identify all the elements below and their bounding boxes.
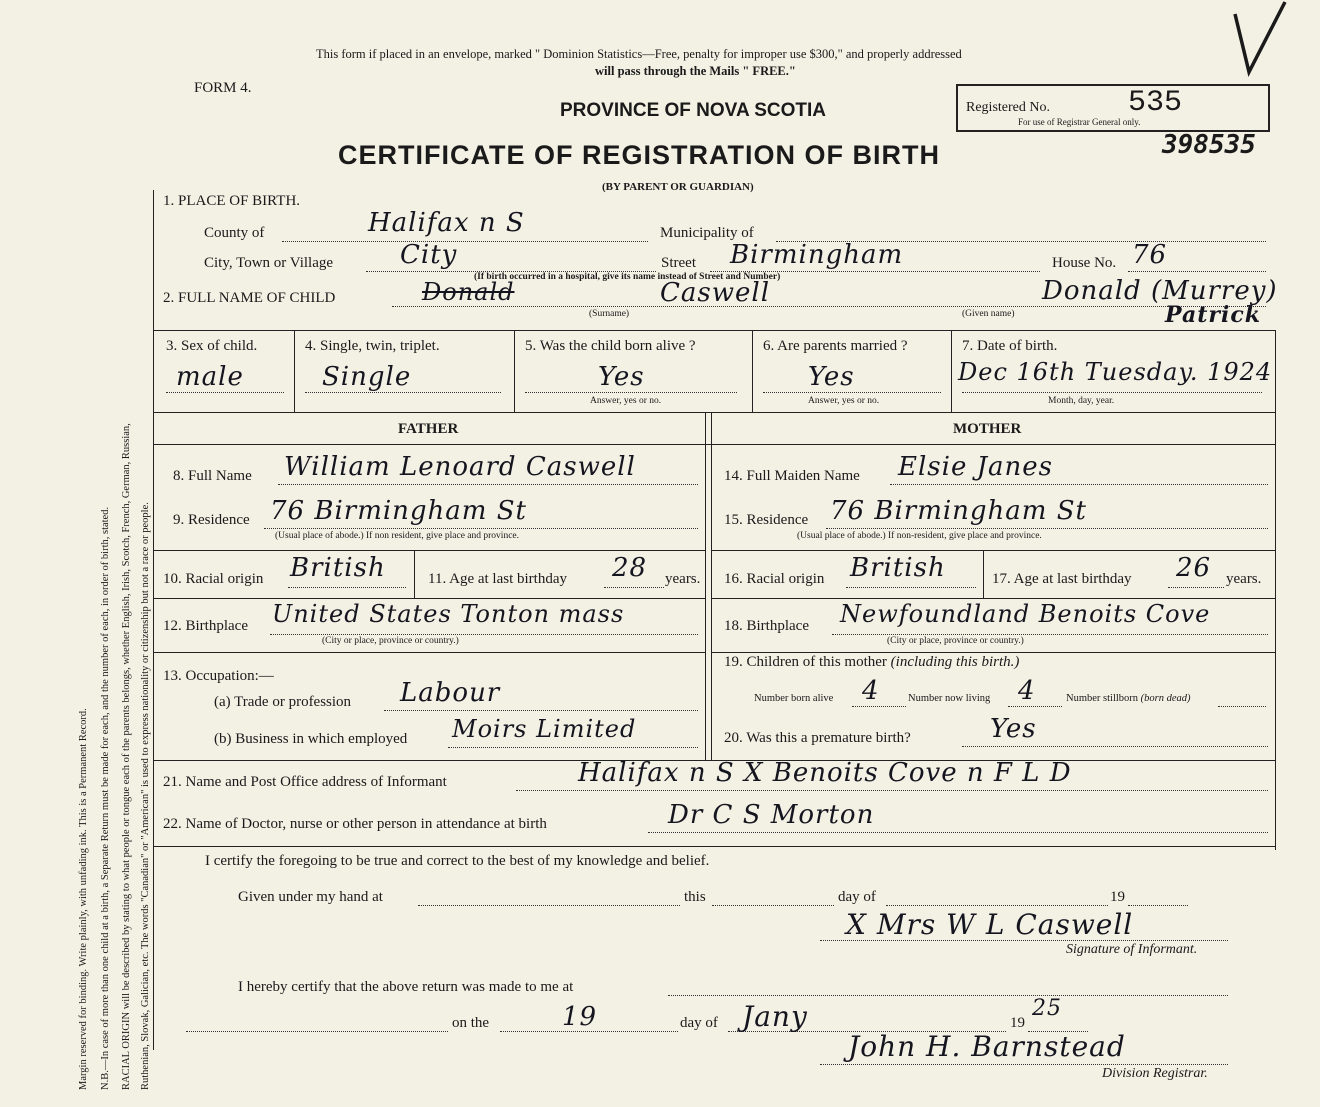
father-residence-label: 9. Residence [173, 512, 250, 528]
father-residence-line [264, 528, 698, 529]
margin-note-binding: Margin reserved for binding. Write plainly, with unfading ink. This is a Permanent Record. [78, 708, 89, 1090]
surname-caption: (Surname) [589, 309, 630, 319]
married-caption: Answer, yes or no. [808, 396, 880, 406]
sex-value[interactable]: male [176, 362, 244, 392]
informant-value[interactable]: Halifax n S X Benoits Cove n F L D [578, 758, 1072, 788]
alive-value[interactable]: Yes [598, 362, 645, 392]
registration-year-value[interactable]: 25 [1032, 996, 1062, 1021]
mother-name-label: 14. Full Maiden Name [724, 468, 860, 484]
father-birthplace-line [270, 634, 698, 635]
father-racial-divider [414, 550, 415, 598]
mother-residence-label: 15. Residence [724, 512, 809, 528]
plurality-line [305, 392, 501, 393]
day-of-label: day of [838, 889, 876, 905]
stillborn-note: (born dead) [1140, 693, 1191, 704]
row3-div1 [294, 330, 295, 412]
born-alive-label: Number born alive [754, 693, 834, 704]
mother-row-line-2 [711, 598, 1275, 599]
mother-birthplace-line [832, 634, 1268, 635]
trade-value[interactable]: Labour [400, 678, 501, 708]
registration-day-value[interactable]: 19 [562, 1002, 598, 1032]
sex-label: 3. Sex of child. [166, 338, 258, 354]
place-of-birth-label: 1. PLACE OF BIRTH. [163, 193, 301, 209]
mother-age-line [1168, 587, 1224, 588]
county-line [282, 241, 648, 242]
father-birthplace-caption: (City or place, province or country.) [322, 636, 459, 646]
children-label-text: 19. Children of this mother [724, 654, 887, 670]
street-value[interactable]: Birmingham [730, 240, 904, 270]
registrar-signature-line [820, 1064, 1228, 1065]
parents-divider-2 [711, 412, 712, 760]
child-name-line [392, 306, 1266, 307]
mother-age-suffix: years. [1226, 571, 1262, 587]
date-of-birth-value[interactable]: Dec 16th Tuesday. 1924 [958, 358, 1273, 386]
mother-birthplace-value[interactable]: Newfoundland Benoits Cove [840, 600, 1211, 628]
father-heading: FATHER [398, 421, 459, 437]
registration-month-value[interactable]: Jany [742, 1000, 808, 1033]
year-prefix-1: 19 [1110, 889, 1125, 905]
margin-note-racial-origin-2: Ruthenian, Slovak, Galician, etc. The words "Canadian" or "American" is used to express nationality or citizenship but not a race or people. [140, 502, 151, 1090]
house-value[interactable]: 76 [1132, 240, 1168, 270]
row3-div4 [951, 330, 952, 412]
informant-bottom-line [153, 846, 1275, 847]
alive-label: 5. Was the child born alive ? [525, 338, 696, 354]
plurality-value[interactable]: Single [322, 362, 412, 392]
registrar-caption: Division Registrar. [1102, 1066, 1208, 1081]
mother-residence-value[interactable]: 76 Birmingham St [830, 496, 1087, 526]
city-value[interactable]: City [400, 240, 458, 270]
certificate-title: CERTIFICATE OF REGISTRATION OF BIRTH [338, 140, 940, 170]
father-name-value[interactable]: William Lenoard Caswell [284, 452, 636, 482]
county-value[interactable]: Halifax n S [368, 208, 525, 238]
this-day-line [712, 905, 834, 906]
row3-div3 [752, 330, 753, 412]
stillborn-label-text: Number stillborn [1066, 693, 1139, 704]
date-caption: Month, day, year. [1048, 396, 1115, 406]
given-place-line [418, 905, 680, 906]
struck-name-value: Donald [422, 278, 515, 306]
row3-div2 [514, 330, 515, 412]
frame-left [153, 190, 154, 1050]
father-row-line-1 [153, 550, 705, 551]
check-mark [1225, 0, 1305, 82]
stillborn-line [1218, 706, 1266, 707]
certificate-subtitle: (BY PARENT OR GUARDIAN) [602, 181, 754, 193]
city-label: City, Town or Village [204, 255, 334, 271]
row3-bottom-line [153, 412, 1275, 413]
certify-statement: I certify the foregoing to be true and correct to the best of my knowledge and belief. [205, 853, 710, 869]
margin-note-multiple-births: N.B.—In case of more than one child at a birth, a Separate Return must be made for each, and the number of each, in order of birth, stated. [100, 506, 111, 1090]
plurality-label: 4. Single, twin, triplet. [305, 338, 440, 354]
born-alive-value[interactable]: 4 [862, 676, 880, 706]
mother-racial-label: 16. Racial origin [724, 571, 825, 587]
date-of-birth-line [962, 392, 1262, 393]
child-name-label: 2. FULL NAME OF CHILD [163, 290, 336, 306]
registered-label: Registered No. [966, 100, 1050, 115]
row3-top-line [153, 330, 1275, 331]
informant-signature[interactable]: X Mrs W L Caswell [846, 908, 1134, 941]
parents-divider [705, 412, 706, 760]
children-note: (including this birth.) [890, 654, 1020, 670]
parents-heading-line [153, 444, 1275, 445]
mother-age-label: 17. Age at last birthday [992, 571, 1132, 587]
father-name-line [278, 484, 698, 485]
form-number: FORM 4. [194, 80, 252, 96]
province-heading: PROVINCE OF NOVA SCOTIA [560, 100, 827, 121]
children-label [724, 654, 1019, 671]
mother-age-value[interactable]: 26 [1176, 553, 1212, 583]
day-of-month-line [886, 905, 1108, 906]
father-racial-label: 10. Racial origin [163, 571, 264, 587]
mother-birthplace-label: 18. Birthplace [724, 618, 809, 634]
father-birthplace-value[interactable]: United States Tonton mass [272, 600, 625, 628]
given-under-label: Given under my hand at [238, 889, 383, 905]
living-value[interactable]: 4 [1018, 676, 1036, 706]
registrar-place-line-2 [186, 1031, 448, 1032]
father-age-label: 11. Age at last birthday [428, 571, 567, 587]
registrar-signature[interactable]: John H. Barnstead [848, 1030, 1126, 1063]
occupation-label: 13. Occupation:— [163, 668, 274, 684]
trade-line [384, 710, 698, 711]
signature-caption: Signature of Informant. [1066, 942, 1198, 957]
street-label: Street [661, 255, 696, 271]
doctor-line [648, 832, 1268, 833]
father-row-line-3 [153, 652, 705, 653]
mother-birthplace-caption: (City or place, province or country.) [887, 636, 1024, 646]
given-name-caption: (Given name) [962, 309, 1015, 319]
mother-name-value[interactable]: Elsie Janes [898, 452, 1054, 482]
informant-label: 21. Name and Post Office address of Informant [163, 774, 447, 790]
sex-line [166, 392, 284, 393]
hospital-note: (If birth occurred in a hospital, give its name instead of Street and Number) [474, 272, 781, 282]
father-age-line [604, 587, 664, 588]
father-name-label: 8. Full Name [173, 468, 252, 484]
business-label: (b) Business in which employed [214, 731, 408, 747]
house-line [1128, 271, 1266, 272]
father-residence-value[interactable]: 76 Birmingham St [270, 496, 527, 526]
on-the-label: on the [452, 1015, 490, 1031]
mother-row-line-1 [711, 550, 1275, 551]
doctor-label: 22. Name of Doctor, nurse or other person in attendance at birth [163, 816, 547, 832]
mother-residence-line [826, 528, 1268, 529]
alive-line [525, 392, 737, 393]
premature-line [962, 746, 1268, 747]
year-line-1 [1128, 905, 1188, 906]
year-prefix-2: 19 [1010, 1015, 1025, 1031]
alive-caption: Answer, yes or no. [590, 396, 662, 406]
registered-value: 535 [1128, 86, 1183, 120]
living-label: Number now living [908, 693, 991, 704]
stillborn-label [1066, 693, 1191, 704]
registered-number-box [956, 84, 1270, 132]
father-row-line-2 [153, 598, 705, 599]
mother-residence-caption: (Usual place of abode.) If non-resident, give place and province. [797, 531, 1042, 541]
born-alive-line [852, 706, 906, 707]
father-age-suffix: years. [665, 571, 701, 587]
mother-racial-line [846, 587, 976, 588]
date-of-birth-label: 7. Date of birth. [962, 338, 1058, 354]
married-value[interactable]: Yes [808, 362, 855, 392]
father-birthplace-label: 12. Birthplace [163, 618, 248, 634]
father-racial-value[interactable]: British [290, 553, 386, 583]
father-racial-line [288, 587, 406, 588]
mother-racial-divider [983, 550, 984, 598]
registrar-note: For use of Registrar General only. [1018, 117, 1141, 127]
doctor-value[interactable]: Dr C S Morton [668, 800, 875, 830]
married-label: 6. Are parents married ? [763, 338, 908, 354]
surname-value[interactable]: Caswell [660, 278, 771, 308]
this-label: this [684, 889, 706, 905]
registrar-statement: I hereby certify that the above return was made to me at [238, 979, 574, 995]
day-of-label-2: day of [680, 1015, 718, 1031]
premature-value[interactable]: Yes [990, 714, 1037, 744]
envelope-note: This form if placed in an envelope, marked " Dominion Statistics—Free, penalty for improper use $300," and properly addressed [316, 47, 962, 61]
living-line [1008, 706, 1062, 707]
stamp-number: 398535 [1162, 130, 1256, 160]
father-age-value[interactable]: 28 [612, 553, 648, 583]
premature-label: 20. Was this a premature birth? [724, 730, 911, 746]
margin-note-racial-origin: RACIAL ORIGIN will be described by stating to what people or tongue each of the parents belongs, whether English, Irish, Scotch, French, German, Russian, [121, 423, 132, 1090]
trade-label: (a) Trade or profession [214, 694, 352, 710]
mother-row-line-3 [711, 652, 1275, 653]
envelope-note-2: will pass through the Mails " FREE." [595, 64, 796, 78]
given-name-value[interactable]: Donald (Murrey) [1042, 276, 1278, 306]
business-line [448, 747, 698, 748]
married-line [763, 392, 941, 393]
mother-name-line [890, 484, 1268, 485]
mother-heading: MOTHER [953, 421, 1022, 437]
municipality-label: Municipality of [660, 225, 754, 241]
father-residence-caption: (Usual place of abode.) If non resident, give place and province. [275, 531, 519, 541]
informant-line [516, 790, 1268, 791]
signature-line [820, 940, 1228, 941]
registrar-place-line [668, 995, 1228, 996]
frame-right [1275, 330, 1276, 850]
business-value[interactable]: Moirs Limited [452, 715, 637, 743]
house-label: House No. [1052, 255, 1117, 271]
mother-racial-value[interactable]: British [850, 553, 946, 583]
county-label: County of [204, 225, 265, 241]
given-name-extra[interactable]: Patrick [1165, 302, 1261, 328]
